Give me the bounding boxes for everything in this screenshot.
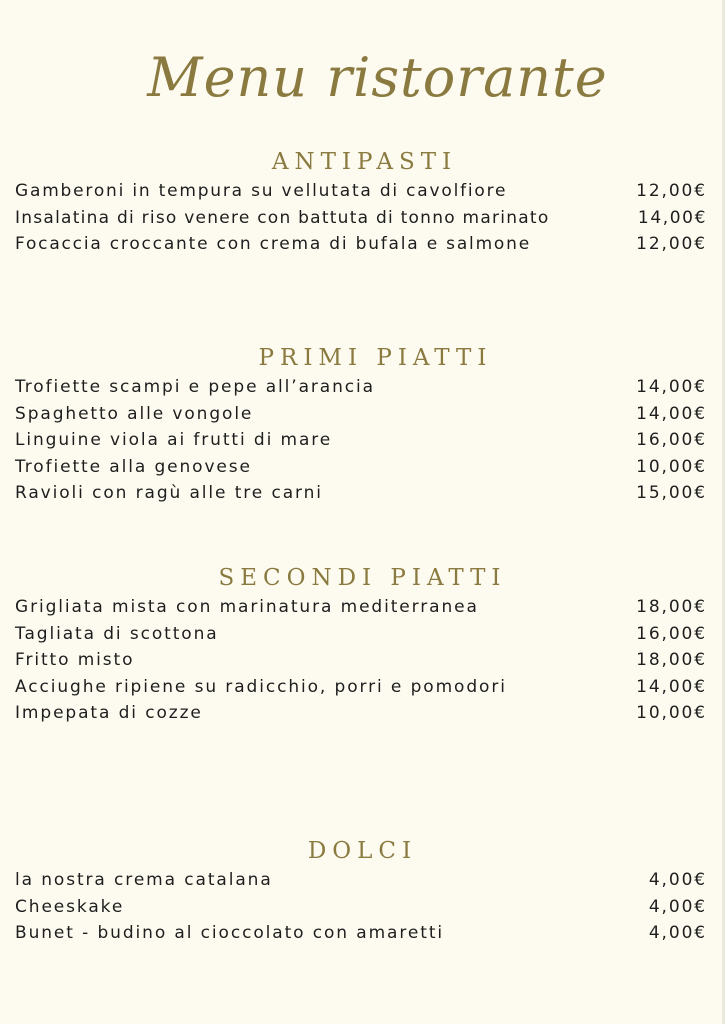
dish-price: 14,00€ [636, 377, 707, 397]
dish-name: Linguine viola ai frutti di mare [15, 430, 333, 450]
menu-item [0, 867, 725, 894]
dish-name: Spaghetto alle vongole [15, 403, 254, 424]
dish-name: Trofiette scampi e pepe all’arancia [15, 377, 375, 397]
section-heading: ANTIPASTI [271, 149, 458, 175]
dish-name: Grigliata mista con marinatura mediterranea [15, 597, 479, 617]
menu-item [0, 647, 725, 674]
menu-item-list [0, 594, 725, 727]
dish-name: Fritto misto [15, 650, 135, 670]
menu-item [0, 401, 725, 428]
dish-price: 16,00€ [636, 430, 707, 450]
menu-item [0, 231, 725, 258]
menu-item [0, 621, 725, 648]
dish-price: 18,00€ [636, 650, 707, 670]
dish-name: Focaccia croccante con crema di bufala e salmone [15, 234, 531, 254]
dish-name: Acciughe ripiene su radicchio, porri e pomodori [15, 676, 507, 697]
dish-price: 4,00€ [648, 870, 707, 890]
section-dolci [0, 837, 725, 947]
menu-item [0, 205, 725, 232]
dish-name: Insalatina di riso venere con battuta di tonno marinato [15, 207, 550, 228]
menu-item [0, 178, 725, 205]
dish-price: 14,00€ [637, 207, 707, 228]
menu-item-list [0, 178, 725, 258]
menu-item-list [0, 374, 725, 507]
dish-name: la nostra crema catalana [15, 870, 273, 890]
menu-item [0, 454, 725, 481]
section-primi-piatti [0, 344, 725, 507]
dish-price: 14,00€ [636, 403, 707, 424]
menu-item [0, 480, 725, 507]
menu-item [0, 920, 725, 947]
menu-item [0, 374, 725, 401]
dish-name: Cheeskake [15, 896, 125, 917]
dish-price: 10,00€ [636, 703, 707, 723]
dish-price: 4,00€ [648, 896, 707, 917]
dish-price: 18,00€ [636, 597, 707, 617]
dish-name: Trofiette alla genovese [15, 456, 252, 477]
dish-name: Gamberoni in tempura su vellutata di cavolfiore [15, 181, 508, 201]
menu-item-list [0, 867, 725, 947]
menu-item [0, 700, 725, 727]
menu-item [0, 594, 725, 621]
dish-price: 12,00€ [636, 234, 707, 254]
dish-name: Impepata di cozze [15, 703, 203, 723]
menu-title: Menu ristorante [147, 46, 608, 109]
dish-price: 10,00€ [636, 456, 707, 477]
dish-price: 12,00€ [636, 181, 707, 201]
dish-price: 4,00€ [648, 923, 707, 943]
section-antipasti [0, 148, 725, 258]
dish-name: Tagliata di scottona [15, 623, 219, 644]
section-heading: PRIMI PIATTI [258, 345, 493, 371]
dish-name: Bunet - budino al cioccolato con amaretti [15, 923, 445, 943]
menu-item [0, 674, 725, 701]
section-secondi-piatti [0, 564, 725, 727]
section-heading: DOLCI [307, 838, 418, 864]
section-heading: SECONDI PIATTI [218, 565, 507, 591]
menu-item [0, 894, 725, 921]
dish-price: 14,00€ [636, 676, 707, 697]
dish-name: Ravioli con ragù alle tre carni [15, 483, 323, 503]
dish-price: 16,00€ [636, 623, 707, 644]
dish-price: 15,00€ [636, 483, 707, 503]
menu-item [0, 427, 725, 454]
